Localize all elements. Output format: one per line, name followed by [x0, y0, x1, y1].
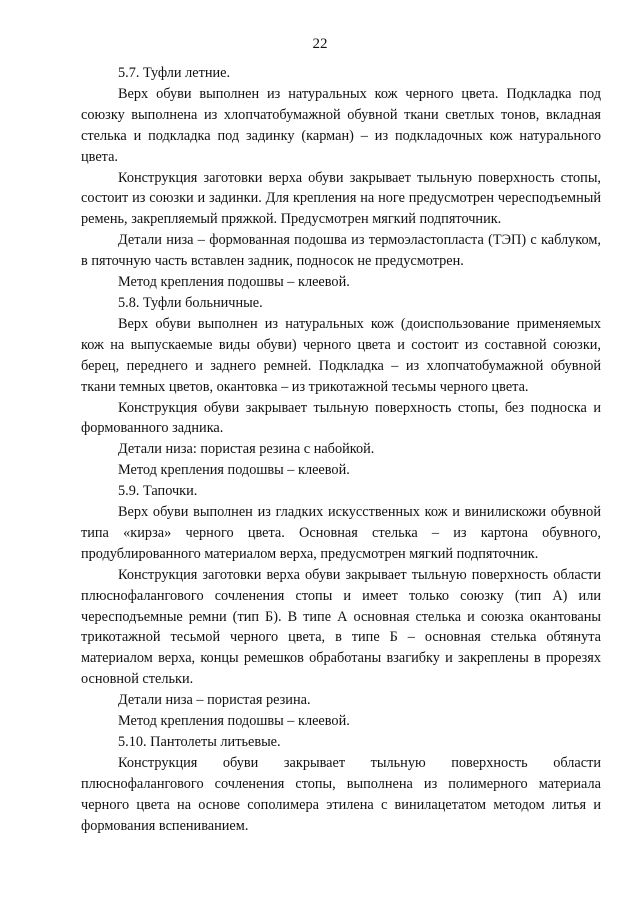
section-heading-5-7: 5.7. Туфли летние.	[118, 65, 231, 81]
section-heading-5-8: 5.8. Туфли больничные.	[118, 294, 263, 311]
paragraph: Конструкция обуви закрывает тыльную поверхность стопы, без подноска и формованного задника.	[81, 399, 601, 437]
paragraph: Конструкция обуви закрывает тыльную поверхность области плюснофалангового сочленения стопы, выполнена из полимерного материала черного цвета на основе сополимера этилена с винилацетатом методом литья и формования вспениванием.	[81, 754, 601, 834]
paragraph: Метод крепления подошвы – клеевой.	[118, 462, 350, 479]
paragraph: Детали низа – пористая резина.	[118, 692, 311, 709]
section-heading-5-9: 5.9. Тапочки.	[118, 483, 198, 500]
paragraph: Верх обуви выполнен из натуральных кож черного цвета. Подкладка под союзку выполнена из хлопчатобумажной обувной ткани светлых тонов, вкладная стелька и подкладка под задинку (карман) – из подкладочных кож натурального цвета.	[81, 85, 601, 165]
paragraph: Детали низа – формованная подошва из термоэластопласта (ТЭП) с каблуком, в пяточную часть вставлен задник, подносок не предусмотрен.	[81, 232, 601, 270]
paragraph: Детали низа: пористая резина с набойкой.	[118, 441, 375, 458]
paragraph: Верх обуви выполнен из гладких искусственных кож и винилискожи обувной типа «кирза» черного цвета. Основная стелька – из картона обувного, продублированного материалом верха, предусмотрен мягкий подпяточник.	[81, 504, 601, 562]
paragraph: Конструкция заготовки верха обуви закрывает тыльную поверхность стопы, состоит из союзки и задинки. Для крепления на ноге предусмотрен чересподъемный ремень, закрепляемый пряжкой. Предусмотрен мягкий подпяточник.	[81, 169, 601, 228]
paragraph: Конструкция заготовки верха обуви закрывает тыльную поверхность области плюснофалангового сочленения стопы и имеет только союзку (тип А) или чересподъемные ремни (тип Б). В типе А основная стелька и союзка окантованы трикотажной тесьмой черного цвета, в типе Б – основная стелька обтянута материалом верха, концы ремешков обработаны взагибку и закреплены в прорезях основной стельки.	[81, 566, 601, 688]
section-heading-5-10: 5.10. Пантолеты литьевые.	[118, 734, 281, 750]
document-body	[81, 63, 601, 837]
paragraph: Метод крепления подошвы – клеевой.	[118, 274, 350, 291]
page-number: 22	[312, 36, 328, 52]
paragraph: Верх обуви выполнен из натуральных кож (доиспользование применяемых кож на выпускаемые виды обуви) черного цвета и состоит из составной союзки, берец, переднего и заднего ремней. Подкладка – из хлопчатобумажной обувной ткани темных цветов, окантовка – из трикотажной тесьмы черного цвета.	[81, 315, 601, 395]
paragraph: Метод крепления подошвы – клеевой.	[118, 713, 350, 730]
